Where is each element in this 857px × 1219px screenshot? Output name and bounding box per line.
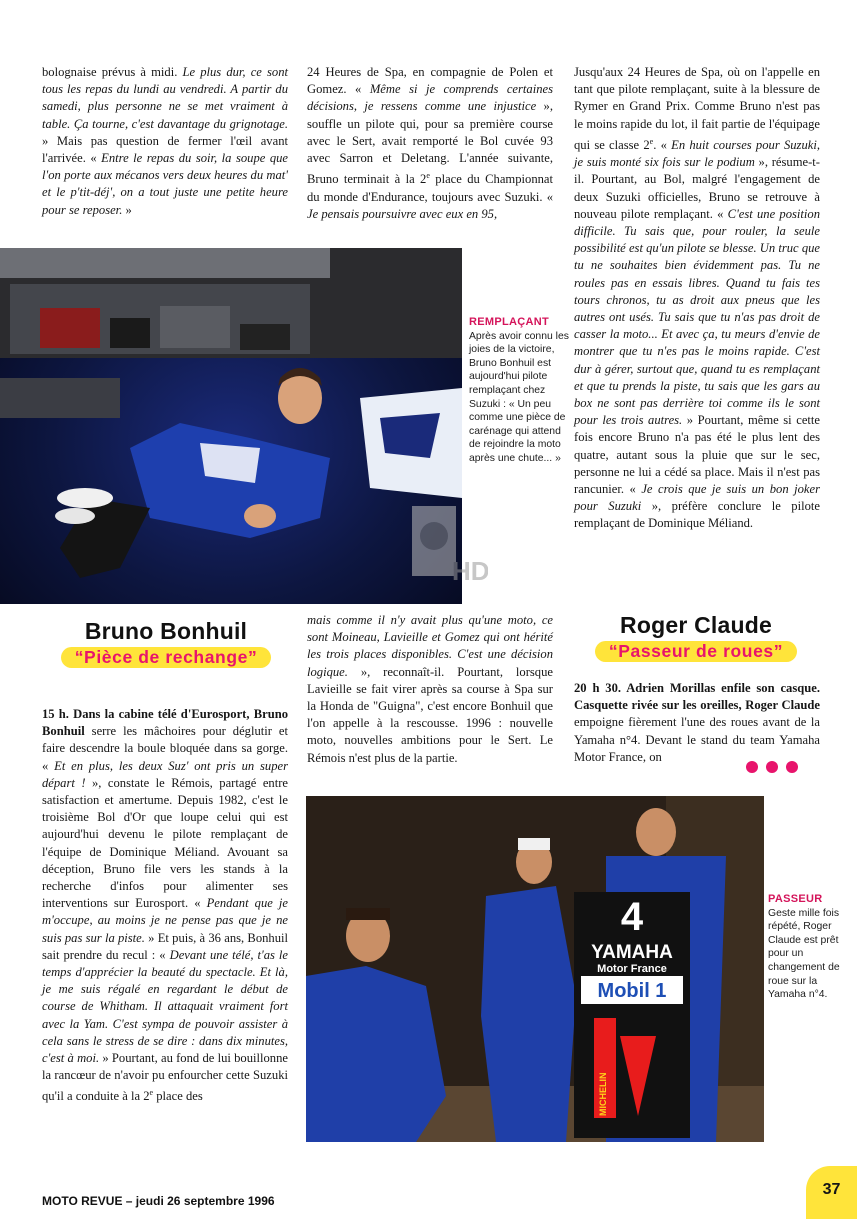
watermark-text: HD (452, 556, 488, 586)
quote-run: Je pensais poursuivre avec eux en 95, (307, 206, 498, 221)
caption-title: REMPLAÇANT (469, 316, 549, 328)
photo-illustration (306, 796, 764, 1142)
text-run: » (122, 202, 132, 217)
text-run: empoigne fièrement l'une des roues avant de la Yamaha n°4. Devant le stand du team Yamaha Motor France, on (574, 715, 820, 764)
text-run: . « (653, 138, 672, 152)
quote-run: C'est une position difficile. Tu sais que, pour rouler, la seule possibilité est qu'un pilote se blesse. Un truc que tu ne souhaites bien évidemment pas. Tu ne roules pas en essais libres. Quand tu fais tes tours chronos, tu as droit aux pneus que les autres ont usés. Tu sais que tu n'as pas droit de casser la moto... Et avec ça, tu meurs d'envie de montrer que tu n'es pas le moins rapide. C'est dur à gérer, surtout que, quand tu es remplaçant et que tu prends la piste, tu sais que les gars au box ne sont pas derrière toi comme ils le sont pour les trois autres. (574, 206, 820, 428)
quote-run: Entre le repas du soir, la soupe que l'on porte aux mécanos vers deux heures du mat' et le p'tit-déj', on a tout juste une petite heure pour se reposer. (42, 151, 288, 217)
quote-run: Je crois que je suis un bon joker pour Suzuki (574, 482, 820, 514)
article-column-3-bottom (574, 680, 820, 766)
text-run: 24 Heures de Spa, en compagnie de Polen et Gomez. « (307, 65, 553, 97)
article-column-1-top (42, 64, 288, 219)
sign-brand: YAMAHA (591, 942, 673, 963)
quote-run: Et en plus, les deux Suz' ont pris un super départ ! (42, 758, 288, 790)
text-run: », préfère conclure le pilote remplaçant de Dominique Méliand. (574, 499, 820, 531)
photo-illustration (0, 248, 462, 604)
lead-run: 20 h 30. Adrien Morillas enfile son casque. Casquette rivée sur les oreilles, Roger Claude (574, 681, 820, 713)
text-run: », souffle un pilote qui, pour sa première course avec le Sert, avait remporté le Bol cuvée 93 avec Sarron et Deletang. L'année suivante, Bruno terminait à la 2 (307, 99, 554, 187)
article-column-2-top (307, 64, 553, 223)
dot (786, 761, 798, 773)
quote-run: mais comme il n'y avait plus qu'une moto, ce sont Moineau, Lavieille et Gomez qui ont hérité les trois places disponibles. C'est une décision logique. (307, 613, 553, 679)
text-run: Jusqu'aux 24 Heures de Spa, où on l'appelle en tant que pilote remplaçant, suite à la blessure de Rymer en Grand Prix. Comme Bruno n'est pas le moins rapide du lot, il fait partie de l'équipage qui se classe 2 (574, 65, 820, 152)
caption-text: Après avoir connu les joies de la victoire, Bruno Bonhuil est aujourd'hui pilote remplaçant chez Suzuki : « Un peu comme une pièce de carénage qui attend de rejoindre la moto après une chute... » (469, 330, 569, 464)
lead-run: 15 h. Dans la cabine télé d'Eurosport, Bruno Bonhuil (42, 707, 288, 739)
sign-tyre: MICHELIN (598, 1072, 608, 1116)
watermark-shape (412, 506, 488, 586)
quote-run: Le plus dur, ce sont tous les repas du lundi au vendredi. A partir du samedi, plus personne ne se met vraiment à table. Ça tourne, c'est davantage du grignotage. (42, 65, 288, 131)
superscript: e (149, 1088, 154, 1098)
photo-bruno-bonhuil (0, 248, 462, 604)
superscript: e (426, 171, 430, 181)
sign-number: 4 (620, 895, 644, 939)
continuation-dots (746, 760, 806, 778)
quote-run: Devant une télé, t'as le temps d'apprécier la beauté du spectacle. Et là, je me suis régalé en regardant le début de course de Whitham. Il attaquait vraiment fort avec la Yam. C'est sympa de pouvoir assister à cela sans le stress de se dire : dans dix minutes, c'est à moi. (42, 947, 288, 1066)
text-run: », reconnaît-il. Pourtant, lorsque Lavieille se fait virer après sa course à Spa sur la Honda de "Guigna", c'est encore Bonhuil que l'on appelle à la rescousse. 1996 : nouvelle moto, nouvelles ambitions pour le Sert. Le Rémois n'est plus de la partie. (307, 664, 553, 765)
headline-subtitle: “Passeur de roues” (595, 641, 797, 662)
text-run: » Pourtant, au fond de lui bouillonne la rancœur de n'avoir pu enfourcher cette Suzuki qu'il a conduite à la 2 (42, 1051, 288, 1104)
dot (746, 761, 758, 773)
superscript: e (649, 136, 654, 146)
dot (766, 761, 778, 773)
photo-caption-2 (768, 893, 852, 1002)
quote-run: Pendant que je m'occupe, au moins je ne pense pas que je ne suis pas sur la piste. (42, 896, 288, 945)
quote-run: En huit courses pour Suzuki, je suis monté six fois sur le podium (574, 138, 820, 170)
quote-run: Même si je comprends certaines décisions, je ressens comme une injustice (307, 82, 554, 114)
text-run: » Et puis, à 36 ans, Bonhuil sait prendre du recul : « (42, 930, 289, 962)
text-run: » Pourtant, même si cette fois encore Bruno n'a pas été le plus lent des quatre, autant sous la pluie que sur le sec, personne ne lui a cédé sa place. Mais il n'est pas rancunier. « (574, 413, 820, 497)
text-run: place des (153, 1089, 203, 1104)
text-run: serre les mâchoires pour déglutir et faire descendre la boule bloquée dans sa gorge. « (42, 724, 288, 773)
article-column-3 (574, 64, 820, 533)
text-run: », résume-t-il. Pourtant, au Bol, malgré l'engagement de deux Suzuki officielles, Bruno se retrouve à nouveau pilote remplaçant. « (574, 155, 820, 221)
watermark-logo (412, 506, 488, 586)
caption-title: PASSEUR (768, 893, 823, 905)
headline-name: Roger Claude (620, 612, 772, 638)
headline-subtitle: “Pièce de rechange” (61, 647, 272, 668)
text-run: place du Championnat du monde d'Endurance, toujours avec Suzuki. « (307, 172, 554, 204)
page-footer: MOTO REVUE – jeudi 26 septembre 1996 (42, 1194, 275, 1208)
text-run: » Mais pas question de fermer l'œil avant l'arrivée. « (42, 133, 288, 166)
text-run: », constate le Rémois, partagé entre satisfaction et amertume. Depuis 1982, c'est le troisième Bol d'Or que loupe celui qui est aujourd'hui devenu le pilote remplaçant de l'équipe de Dominique Méliand. Avouant sa déception, Bruno file vers les stands à la recherche d'infos pour alimenter ses interventions sur Eurosport. « (42, 775, 288, 911)
article-column-1-bottom (42, 706, 288, 1106)
headline-name: Bruno Bonhuil (84, 618, 248, 644)
headline-roger-claude (574, 612, 818, 662)
text-run: bolognaise prévus à midi. (42, 65, 183, 79)
headline-bruno-bonhuil (44, 618, 288, 668)
article-column-2-bottom (307, 612, 553, 767)
photo-roger-claude (306, 796, 764, 1142)
photo-caption-1 (469, 316, 569, 466)
caption-text: Geste mille fois répété, Roger Claude est prêt pour un changement de roue sur la Yamaha n°4. (768, 907, 840, 1001)
page-number: 37 (806, 1166, 857, 1219)
sign-team: Motor France (597, 963, 667, 975)
sign-sponsor: Mobil 1 (597, 980, 667, 1002)
